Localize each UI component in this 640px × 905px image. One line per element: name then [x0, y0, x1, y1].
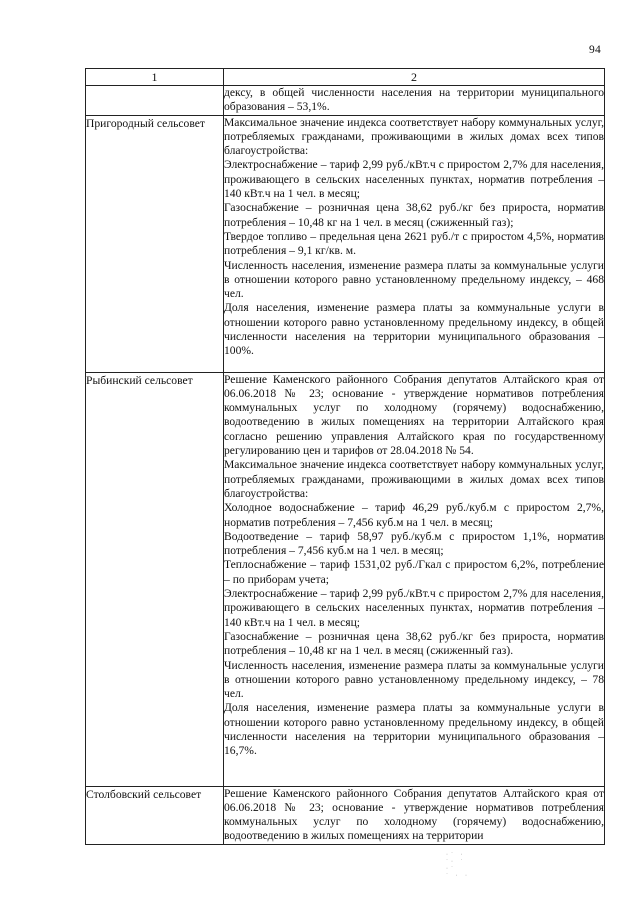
column-header-1: 1	[86, 69, 224, 86]
column-header-2: 2	[224, 69, 605, 86]
settlement-name: Пригородный сельсовет	[86, 115, 224, 372]
paragraph: Доля населения, изменение размера платы за коммунальные услуги в отношении которого равно установленному предельному индексу, в общей численности населения на территории муниципального образования – 16,7%.	[224, 701, 604, 758]
paragraph: Холодное водоснабжение – тариф 46,29 руб./куб.м с приростом 2,7%, норматив потребления – 7,456 куб.м на 1 чел. в месяц;	[224, 501, 604, 529]
paragraph: Твердое топливо – предельная цена 2621 руб./т с приростом 4,5%, норматив потребления – 9,1 кг/кв. м.	[224, 229, 604, 258]
paragraph: Газоснабжение – розничная цена 38,62 руб./кг без прироста, норматив потребления – 10,48 кг на 1 чел. в месяц (сжиженный газ).	[224, 629, 604, 658]
table-row	[86, 86, 605, 116]
paragraph: Теплоснабжение – тариф 1531,02 руб./Гкал с приростом 6,2%, потребление – по приборам учета;	[224, 558, 604, 586]
paragraph: Решение Каменского районного Собрания депутатов Алтайского края от 06.06.2018 № 23; основание - утверждение нормативов потребления коммунальных услуг по холодному (горячему) водоснабжению, водоотведению в жилых помещениях на территории	[224, 786, 604, 843]
page-number: 94	[589, 44, 601, 56]
settlement-name	[86, 86, 224, 116]
paragraph: Газоснабжение – розничная цена 38,62 руб./кг без прироста, норматив потребления – 10,48 кг на 1 чел. в месяц (сжиженный газ);	[224, 201, 604, 229]
table-row	[86, 115, 605, 372]
table-row	[86, 372, 605, 786]
settlement-description	[224, 372, 605, 786]
paragraph: Численность населения, изменение размера платы за коммунальные услуги в отношении которого равно установленному предельному индексу, – 468 чел.	[224, 258, 604, 301]
paragraph: Максимальное значение индекса соответствует набору коммунальных услуг, потребляемых гражданами, проживающими в жилых домах всех типов благоустройства:	[224, 115, 604, 158]
table-header-row	[86, 69, 605, 86]
settlements-table	[85, 68, 605, 845]
table-row	[86, 786, 605, 844]
paragraph: Водоотведение – тариф 58,97 руб./куб.м с приростом 1,1%, норматив потребления – 7,456 куб.м на 1 чел. в месяц;	[224, 529, 604, 558]
settlement-description	[224, 86, 605, 116]
scan-speckle: ·˙ · ˙· ˙ ·˙ ˙ · ·	[446, 852, 470, 879]
settlement-name: Рыбинский сельсовет	[86, 372, 224, 786]
paragraph: Численность населения, изменение размера платы за коммунальные услуги в отношении которого равно установленному предельному индексу, – 78 чел.	[224, 658, 604, 701]
settlement-description	[224, 786, 605, 844]
paragraph: Доля населения, изменение размера платы за коммунальные услуги в отношении которого равно установленному предельному индексу, в общей численности населения на территории муниципального образования – 100%.	[224, 301, 604, 358]
settlement-name: Столбовский сельсовет	[86, 786, 224, 844]
paragraph: Электроснабжение – тариф 2,99 руб./кВт.ч с приростом 2,7% для населения, проживающего в сельских населенных пунктах, норматив потребления – 140 кВт.ч на 1 чел. в месяц;	[224, 587, 604, 629]
paragraph: дексу, в общей численности населения на территории муниципального образования – 53,1%.	[224, 86, 604, 114]
paragraph: Решение Каменского районного Собрания депутатов Алтайского края от 06.06.2018 № 23; основание - утверждение нормативов потребления коммунальных услуг по холодному (горячему) водоснабжению, водоотведению в жилых помещениях на территории Алтайского края согласно решению управления Алтайского края по государственному регулированию цен и тарифов от 28.04.2018 № 54.	[224, 372, 604, 458]
paragraph: Максимальное значение индекса соответствует набору коммунальных услуг, потребляемых гражданами, проживающими в жилых домах всех типов благоустройства:	[224, 458, 604, 500]
settlement-description	[224, 115, 605, 372]
paragraph: Электроснабжение – тариф 2,99 руб./кВт.ч с приростом 2,7% для населения, проживающего в сельских населенных пунктах, норматив потребления – 140 кВт.ч на 1 чел. в месяц;	[224, 158, 604, 201]
